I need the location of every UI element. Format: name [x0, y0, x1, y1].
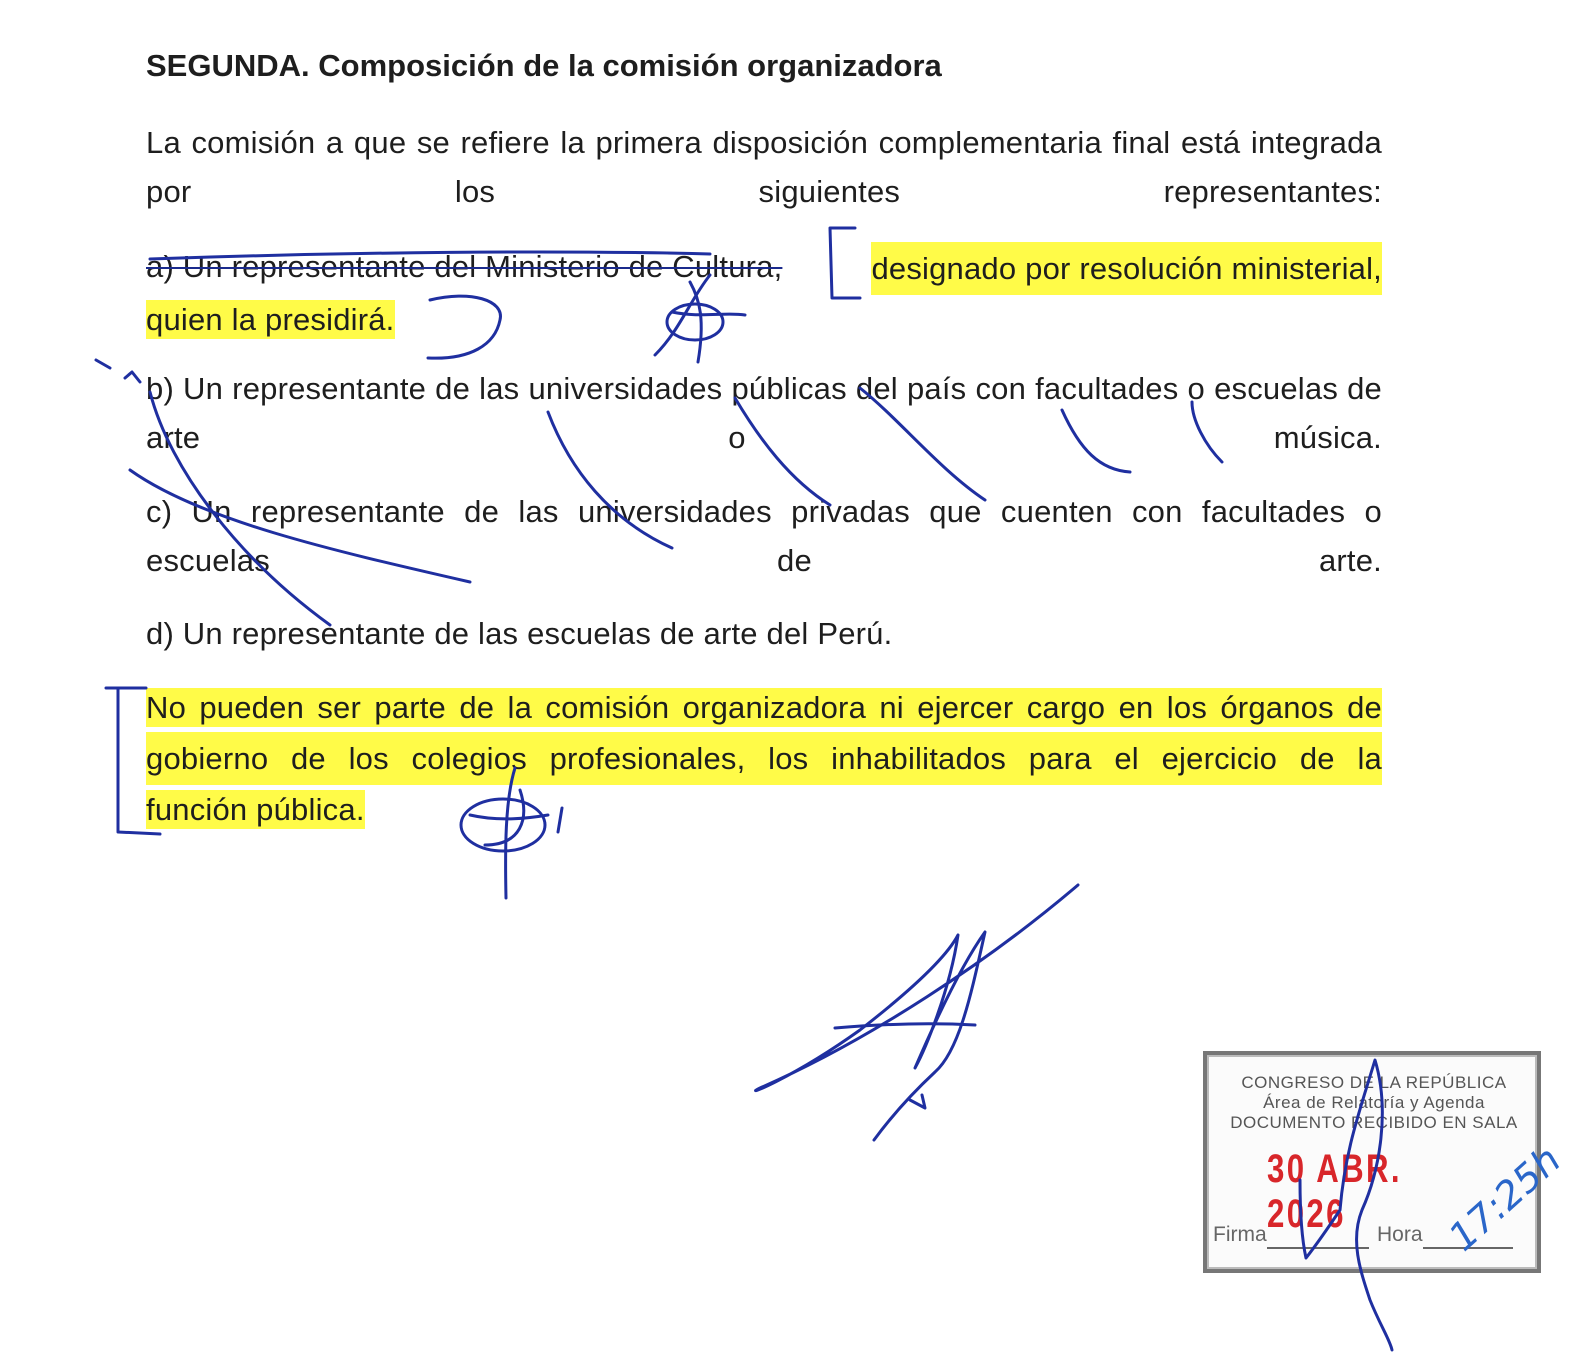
final-line-3: función pública.: [146, 792, 365, 827]
item-d: d) Un representante de las escuelas de arte del Perú.: [146, 616, 893, 651]
signature-icon: [910, 1095, 925, 1108]
stamp-firma-label: Firma: [1213, 1223, 1267, 1246]
final-line-2: gobierno de los colegios profesionales, los inhabilitados para el ejercicio de la: [146, 732, 1382, 785]
handwritten-time: 17:25h: [1440, 1137, 1569, 1260]
final-line-1: No pueden ser parte de la comisión organizadora ni ejercer cargo en los órganos de: [146, 690, 1382, 725]
item-a-highlight-1: designado por resolución ministerial,: [871, 242, 1382, 295]
reception-stamp: [1203, 1051, 1541, 1273]
stamp-line-2: Área de Relatoría y Agenda: [1263, 1093, 1485, 1112]
stamp-firma-line: [1267, 1247, 1369, 1249]
item-c: c) Un representante de las universidades privadas que cuenten con facultades o escuelas de arte.: [146, 494, 1382, 578]
final-paragraph: [146, 683, 1382, 834]
item-b: b) Un representante de las universidades públicas del país con facultades o escuelas de arte o música.: [146, 371, 1382, 455]
intro-paragraph: La comisión a que se refiere la primera disposición complementaria final está integrada por los siguientes representantes:: [146, 125, 1382, 209]
stamp-date: 30 ABR. 2026: [1267, 1147, 1402, 1236]
item-a-highlight-2: quien la presidirá.: [146, 302, 395, 337]
section-heading: SEGUNDA. Composición de la comisión organizadora: [146, 48, 942, 83]
stamp-hora-line: [1423, 1247, 1513, 1249]
stamp-line-1: CONGRESO DE LA REPÚBLICA: [1241, 1073, 1507, 1092]
check-mark-icon: [96, 360, 140, 382]
item-a-struck-text: a) Un representante del Ministerio de Cultura,: [146, 249, 783, 284]
item-a: [146, 242, 1382, 344]
signature-icon: [756, 885, 1078, 1140]
signature-icon: [835, 1024, 975, 1028]
stamp-line-3: DOCUMENTO RECIBIDO EN SALA: [1230, 1113, 1518, 1132]
stamp-hora-label: Hora: [1377, 1223, 1423, 1246]
